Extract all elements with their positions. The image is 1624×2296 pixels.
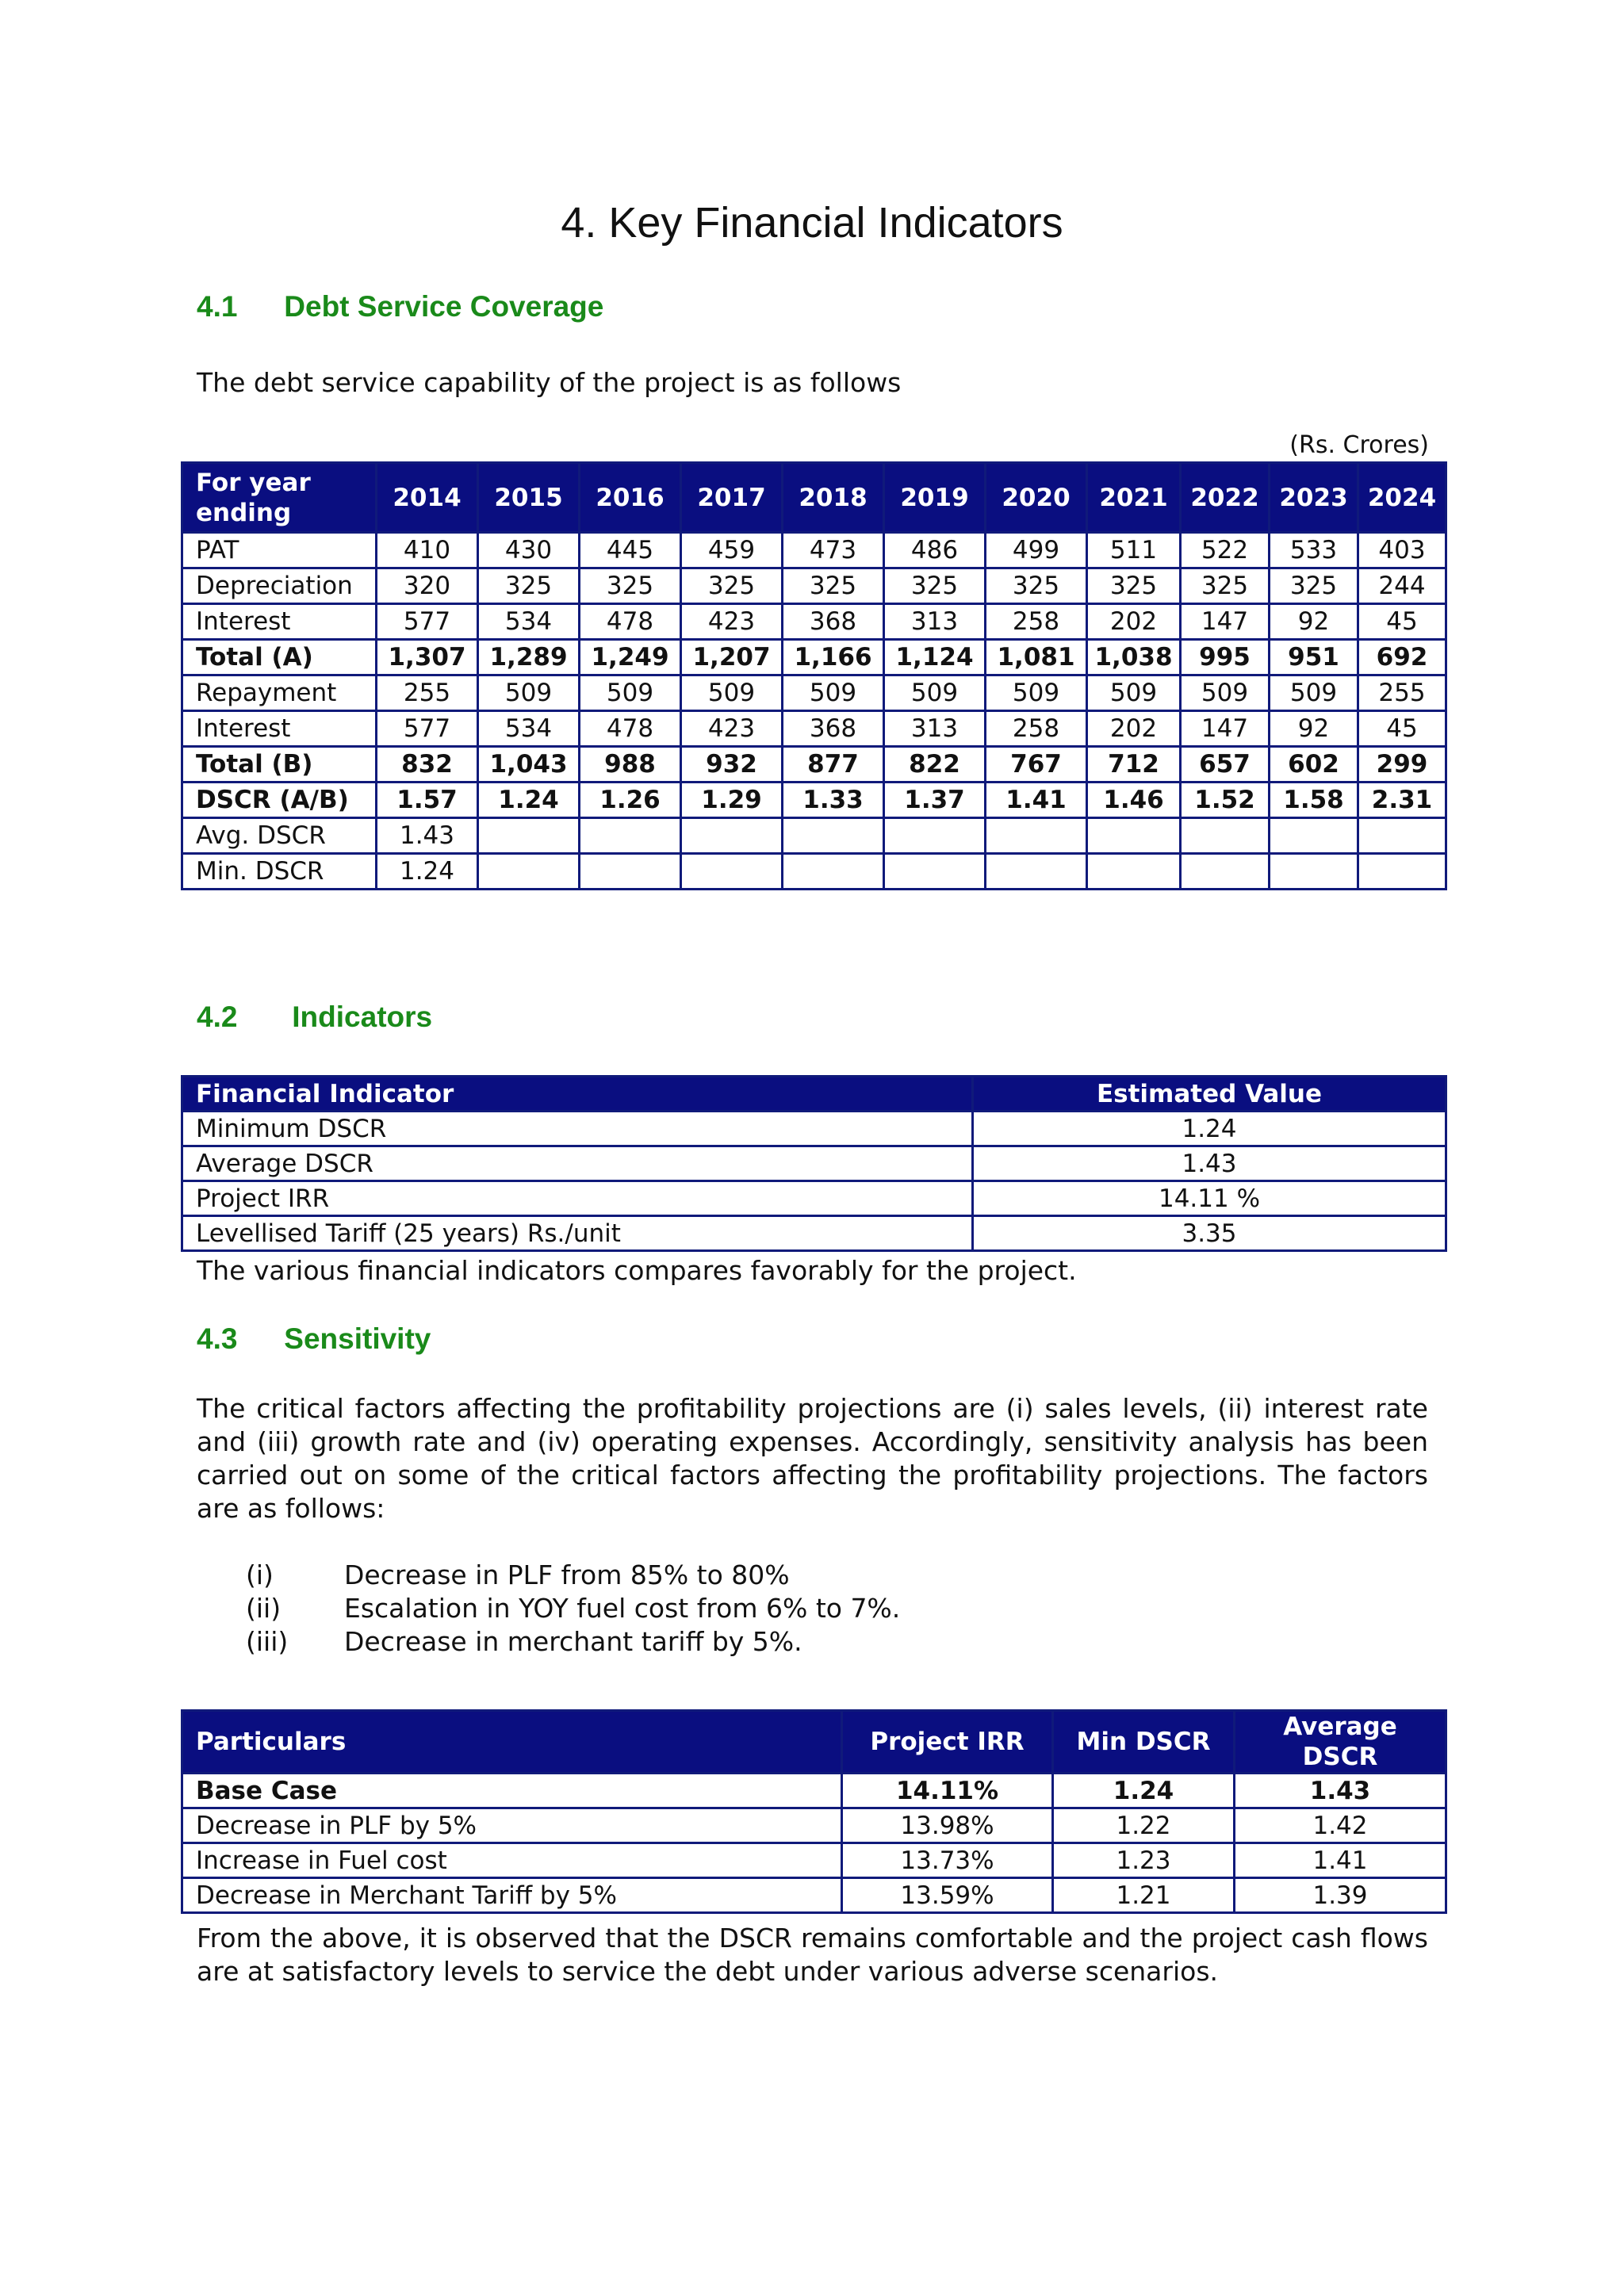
- table-cell: 1.46: [1087, 783, 1181, 818]
- table-cell: 13.73%: [842, 1843, 1053, 1878]
- table-cell: 1.41: [1235, 1843, 1446, 1878]
- column-header: Project IRR: [842, 1711, 1053, 1774]
- table-cell: 533: [1270, 533, 1358, 568]
- section-heading-debt-service: [197, 290, 603, 323]
- table-cell: 1.22: [1053, 1808, 1235, 1843]
- table-cell: 325: [783, 568, 884, 604]
- section-number: 4.3: [197, 1322, 238, 1355]
- row-label: Interest: [182, 604, 377, 640]
- table-row: [182, 1808, 1446, 1843]
- table-cell: 509: [1270, 675, 1358, 711]
- table-cell: 14.11%: [842, 1774, 1053, 1808]
- table-cell: 1,249: [580, 640, 681, 675]
- table-cell: [681, 818, 783, 854]
- list-marker: (iii): [246, 1626, 289, 1657]
- factor-list: [246, 1559, 900, 1659]
- table-cell: 692: [1358, 640, 1446, 675]
- table-cell: 602: [1270, 747, 1358, 783]
- year-header: 2014: [377, 463, 478, 533]
- table-cell: 1.57: [377, 783, 478, 818]
- table-cell: 509: [681, 675, 783, 711]
- row-label: DSCR (A/B): [182, 783, 377, 818]
- table-cell: 325: [1087, 568, 1181, 604]
- column-header: Min DSCR: [1053, 1711, 1235, 1774]
- table-cell: 13.98%: [842, 1808, 1053, 1843]
- row-label: Depreciation: [182, 568, 377, 604]
- column-header: Average DSCR: [1235, 1711, 1446, 1774]
- table-cell: 951: [1270, 640, 1358, 675]
- table-cell: [783, 854, 884, 890]
- list-text: Decrease in merchant tariff by 5%.: [344, 1626, 802, 1657]
- table-row: [182, 711, 1446, 747]
- year-header: 2016: [580, 463, 681, 533]
- table-cell: 325: [580, 568, 681, 604]
- list-text: Decrease in PLF from 85% to 80%: [344, 1559, 790, 1590]
- table-row: [182, 640, 1446, 675]
- row-label: Total (A): [182, 640, 377, 675]
- year-header: 2021: [1087, 463, 1181, 533]
- table-cell: 2.31: [1358, 783, 1446, 818]
- table-row: [182, 1181, 1446, 1216]
- table-cell: 1.43: [1235, 1774, 1446, 1808]
- table-cell: 509: [580, 675, 681, 711]
- table-cell: 147: [1181, 711, 1270, 747]
- column-header: Particulars: [182, 1711, 842, 1774]
- table-cell: 509: [783, 675, 884, 711]
- table-row: [182, 1878, 1446, 1913]
- table-cell: 423: [681, 604, 783, 640]
- table-cell: [986, 818, 1087, 854]
- sensitivity-table: [181, 1709, 1447, 1914]
- row-label: Total (B): [182, 747, 377, 783]
- dscr-intro: The debt service capability of the project is as follows: [197, 367, 902, 398]
- table-cell: 534: [478, 711, 580, 747]
- list-marker: (ii): [246, 1593, 282, 1624]
- table-cell: 1.24: [377, 854, 478, 890]
- year-header: 2019: [884, 463, 986, 533]
- table-cell: [884, 854, 986, 890]
- scenario-label: Decrease in Merchant Tariff by 5%: [182, 1878, 842, 1913]
- indicators-header-row: [182, 1077, 1446, 1112]
- table-cell: 511: [1087, 533, 1181, 568]
- table-cell: [1181, 854, 1270, 890]
- row-label: Repayment: [182, 675, 377, 711]
- table-cell: 445: [580, 533, 681, 568]
- sensitivity-paragraph: The critical factors affecting the profitability projections are (i) sales levels, (ii) interest rate and (iii) growth rate and (iv) operating expenses. Accordingly, sensitivity analysis has been carried out on some of the critical factors affecting the profitability projections. The factors are as follows:: [197, 1393, 1428, 1524]
- dscr-header-label: For year ending: [182, 463, 377, 533]
- table-cell: [1087, 854, 1181, 890]
- table-cell: 712: [1087, 747, 1181, 783]
- table-cell: [1358, 854, 1446, 890]
- sensitivity-header-row: [182, 1711, 1446, 1774]
- table-cell: 1.43: [377, 818, 478, 854]
- table-cell: 430: [478, 533, 580, 568]
- table-cell: 1.21: [1053, 1878, 1235, 1913]
- table-cell: 577: [377, 604, 478, 640]
- table-cell: 255: [377, 675, 478, 711]
- table-cell: [986, 854, 1087, 890]
- table-cell: 1,038: [1087, 640, 1181, 675]
- table-cell: [478, 854, 580, 890]
- table-cell: 202: [1087, 604, 1181, 640]
- table-cell: 423: [681, 711, 783, 747]
- indicator-value: 1.43: [973, 1146, 1446, 1181]
- table-cell: 1.24: [1053, 1774, 1235, 1808]
- table-cell: 459: [681, 533, 783, 568]
- page-title: 4. Key Financial Indicators: [561, 199, 1063, 247]
- indicator-label: Levellised Tariff (25 years) Rs./unit: [182, 1216, 973, 1251]
- row-label: Interest: [182, 711, 377, 747]
- table-cell: [1358, 818, 1446, 854]
- table-cell: 13.59%: [842, 1878, 1053, 1913]
- dscr-table: [181, 461, 1447, 890]
- table-cell: 1.23: [1053, 1843, 1235, 1878]
- table-cell: 258: [986, 711, 1087, 747]
- indicator-label: Average DSCR: [182, 1146, 973, 1181]
- table-cell: 522: [1181, 533, 1270, 568]
- scenario-label: Decrease in PLF by 5%: [182, 1808, 842, 1843]
- table-cell: 92: [1270, 604, 1358, 640]
- table-cell: 822: [884, 747, 986, 783]
- table-cell: 325: [1181, 568, 1270, 604]
- table-cell: 478: [580, 711, 681, 747]
- table-cell: [580, 818, 681, 854]
- section-title: Sensitivity: [284, 1322, 431, 1355]
- table-cell: 1.42: [1235, 1808, 1446, 1843]
- table-row: [182, 854, 1446, 890]
- table-row: [182, 1843, 1446, 1878]
- year-header: 2023: [1270, 463, 1358, 533]
- table-cell: [1270, 854, 1358, 890]
- list-item: [246, 1625, 900, 1659]
- unit-label: (Rs. Crores): [1289, 431, 1429, 459]
- table-cell: 473: [783, 533, 884, 568]
- table-row: [182, 533, 1446, 568]
- year-header: 2024: [1358, 463, 1446, 533]
- indicator-value: 14.11 %: [973, 1181, 1446, 1216]
- table-cell: [1181, 818, 1270, 854]
- table-cell: 325: [478, 568, 580, 604]
- table-cell: 202: [1087, 711, 1181, 747]
- table-cell: 657: [1181, 747, 1270, 783]
- indicator-value: 1.24: [973, 1112, 1446, 1146]
- table-cell: 255: [1358, 675, 1446, 711]
- table-cell: 244: [1358, 568, 1446, 604]
- indicator-label: Project IRR: [182, 1181, 973, 1216]
- list-text: Escalation in YOY fuel cost from 6% to 7%.: [344, 1593, 901, 1624]
- table-cell: 1,307: [377, 640, 478, 675]
- table-cell: [1270, 818, 1358, 854]
- table-cell: [580, 854, 681, 890]
- table-cell: [884, 818, 986, 854]
- conclusion-paragraph: From the above, it is observed that the DSCR remains comfortable and the project cash flows are at satisfactory levels to service the debt under various adverse scenarios.: [197, 1923, 1428, 1987]
- table-cell: 299: [1358, 747, 1446, 783]
- table-cell: 534: [478, 604, 580, 640]
- table-cell: 1.39: [1235, 1878, 1446, 1913]
- table-cell: 45: [1358, 711, 1446, 747]
- table-row: [182, 1774, 1446, 1808]
- year-header: 2017: [681, 463, 783, 533]
- year-header: 2018: [783, 463, 884, 533]
- table-cell: 1,207: [681, 640, 783, 675]
- table-cell: [478, 818, 580, 854]
- list-item: [246, 1559, 900, 1592]
- table-cell: 92: [1270, 711, 1358, 747]
- section-number: 4.2: [197, 1001, 238, 1033]
- table-cell: 325: [1270, 568, 1358, 604]
- table-cell: 368: [783, 711, 884, 747]
- table-cell: [681, 854, 783, 890]
- section-number: 4.1: [197, 290, 238, 323]
- table-cell: 932: [681, 747, 783, 783]
- table-cell: 403: [1358, 533, 1446, 568]
- table-cell: 1,166: [783, 640, 884, 675]
- table-cell: 995: [1181, 640, 1270, 675]
- table-cell: 486: [884, 533, 986, 568]
- table-row: [182, 1216, 1446, 1251]
- table-cell: 499: [986, 533, 1087, 568]
- year-header: 2022: [1181, 463, 1270, 533]
- table-cell: 320: [377, 568, 478, 604]
- table-cell: 767: [986, 747, 1087, 783]
- row-label: PAT: [182, 533, 377, 568]
- table-row: [182, 1112, 1446, 1146]
- table-cell: 147: [1181, 604, 1270, 640]
- table-cell: 410: [377, 533, 478, 568]
- table-cell: 1.24: [478, 783, 580, 818]
- table-cell: 258: [986, 604, 1087, 640]
- table-row: [182, 747, 1446, 783]
- table-cell: 45: [1358, 604, 1446, 640]
- table-cell: 1,124: [884, 640, 986, 675]
- table-cell: 1.29: [681, 783, 783, 818]
- dscr-header-row: [182, 463, 1446, 533]
- indicators-table: [181, 1075, 1447, 1252]
- table-cell: 313: [884, 604, 986, 640]
- year-header: 2020: [986, 463, 1087, 533]
- indicator-label: Minimum DSCR: [182, 1112, 973, 1146]
- indicator-value: 3.35: [973, 1216, 1446, 1251]
- scenario-label: Increase in Fuel cost: [182, 1843, 842, 1878]
- table-cell: 509: [1087, 675, 1181, 711]
- table-cell: 1.58: [1270, 783, 1358, 818]
- table-cell: [1087, 818, 1181, 854]
- table-row: [182, 818, 1446, 854]
- table-cell: 509: [1181, 675, 1270, 711]
- table-row: [182, 675, 1446, 711]
- section-title: Indicators: [292, 1001, 433, 1033]
- section-heading-sensitivity: [197, 1322, 431, 1356]
- table-row: [182, 604, 1446, 640]
- row-label: Min. DSCR: [182, 854, 377, 890]
- table-cell: 478: [580, 604, 681, 640]
- table-cell: 509: [884, 675, 986, 711]
- list-marker: (i): [246, 1559, 274, 1590]
- table-cell: 509: [478, 675, 580, 711]
- table-cell: 313: [884, 711, 986, 747]
- table-cell: 368: [783, 604, 884, 640]
- table-cell: 325: [986, 568, 1087, 604]
- column-header: Financial Indicator: [182, 1077, 973, 1112]
- list-item: [246, 1592, 900, 1625]
- year-header: 2015: [478, 463, 580, 533]
- table-row: [182, 568, 1446, 604]
- table-cell: 1.41: [986, 783, 1087, 818]
- table-cell: 1,081: [986, 640, 1087, 675]
- table-cell: 325: [884, 568, 986, 604]
- section-title: Debt Service Coverage: [284, 290, 604, 323]
- indicators-note: The various financial indicators compares favorably for the project.: [197, 1255, 1077, 1286]
- table-row: [182, 783, 1446, 818]
- table-cell: [783, 818, 884, 854]
- table-cell: 1,289: [478, 640, 580, 675]
- table-cell: 1,043: [478, 747, 580, 783]
- section-heading-indicators: [197, 1001, 432, 1034]
- column-header: Estimated Value: [973, 1077, 1446, 1112]
- table-cell: 988: [580, 747, 681, 783]
- row-label: Avg. DSCR: [182, 818, 377, 854]
- table-cell: 1.33: [783, 783, 884, 818]
- table-cell: 1.52: [1181, 783, 1270, 818]
- table-cell: 1.37: [884, 783, 986, 818]
- table-cell: 509: [986, 675, 1087, 711]
- table-cell: 577: [377, 711, 478, 747]
- scenario-label: Base Case: [182, 1774, 842, 1808]
- table-cell: 832: [377, 747, 478, 783]
- table-cell: 325: [681, 568, 783, 604]
- table-cell: 1.26: [580, 783, 681, 818]
- table-row: [182, 1146, 1446, 1181]
- table-cell: 877: [783, 747, 884, 783]
